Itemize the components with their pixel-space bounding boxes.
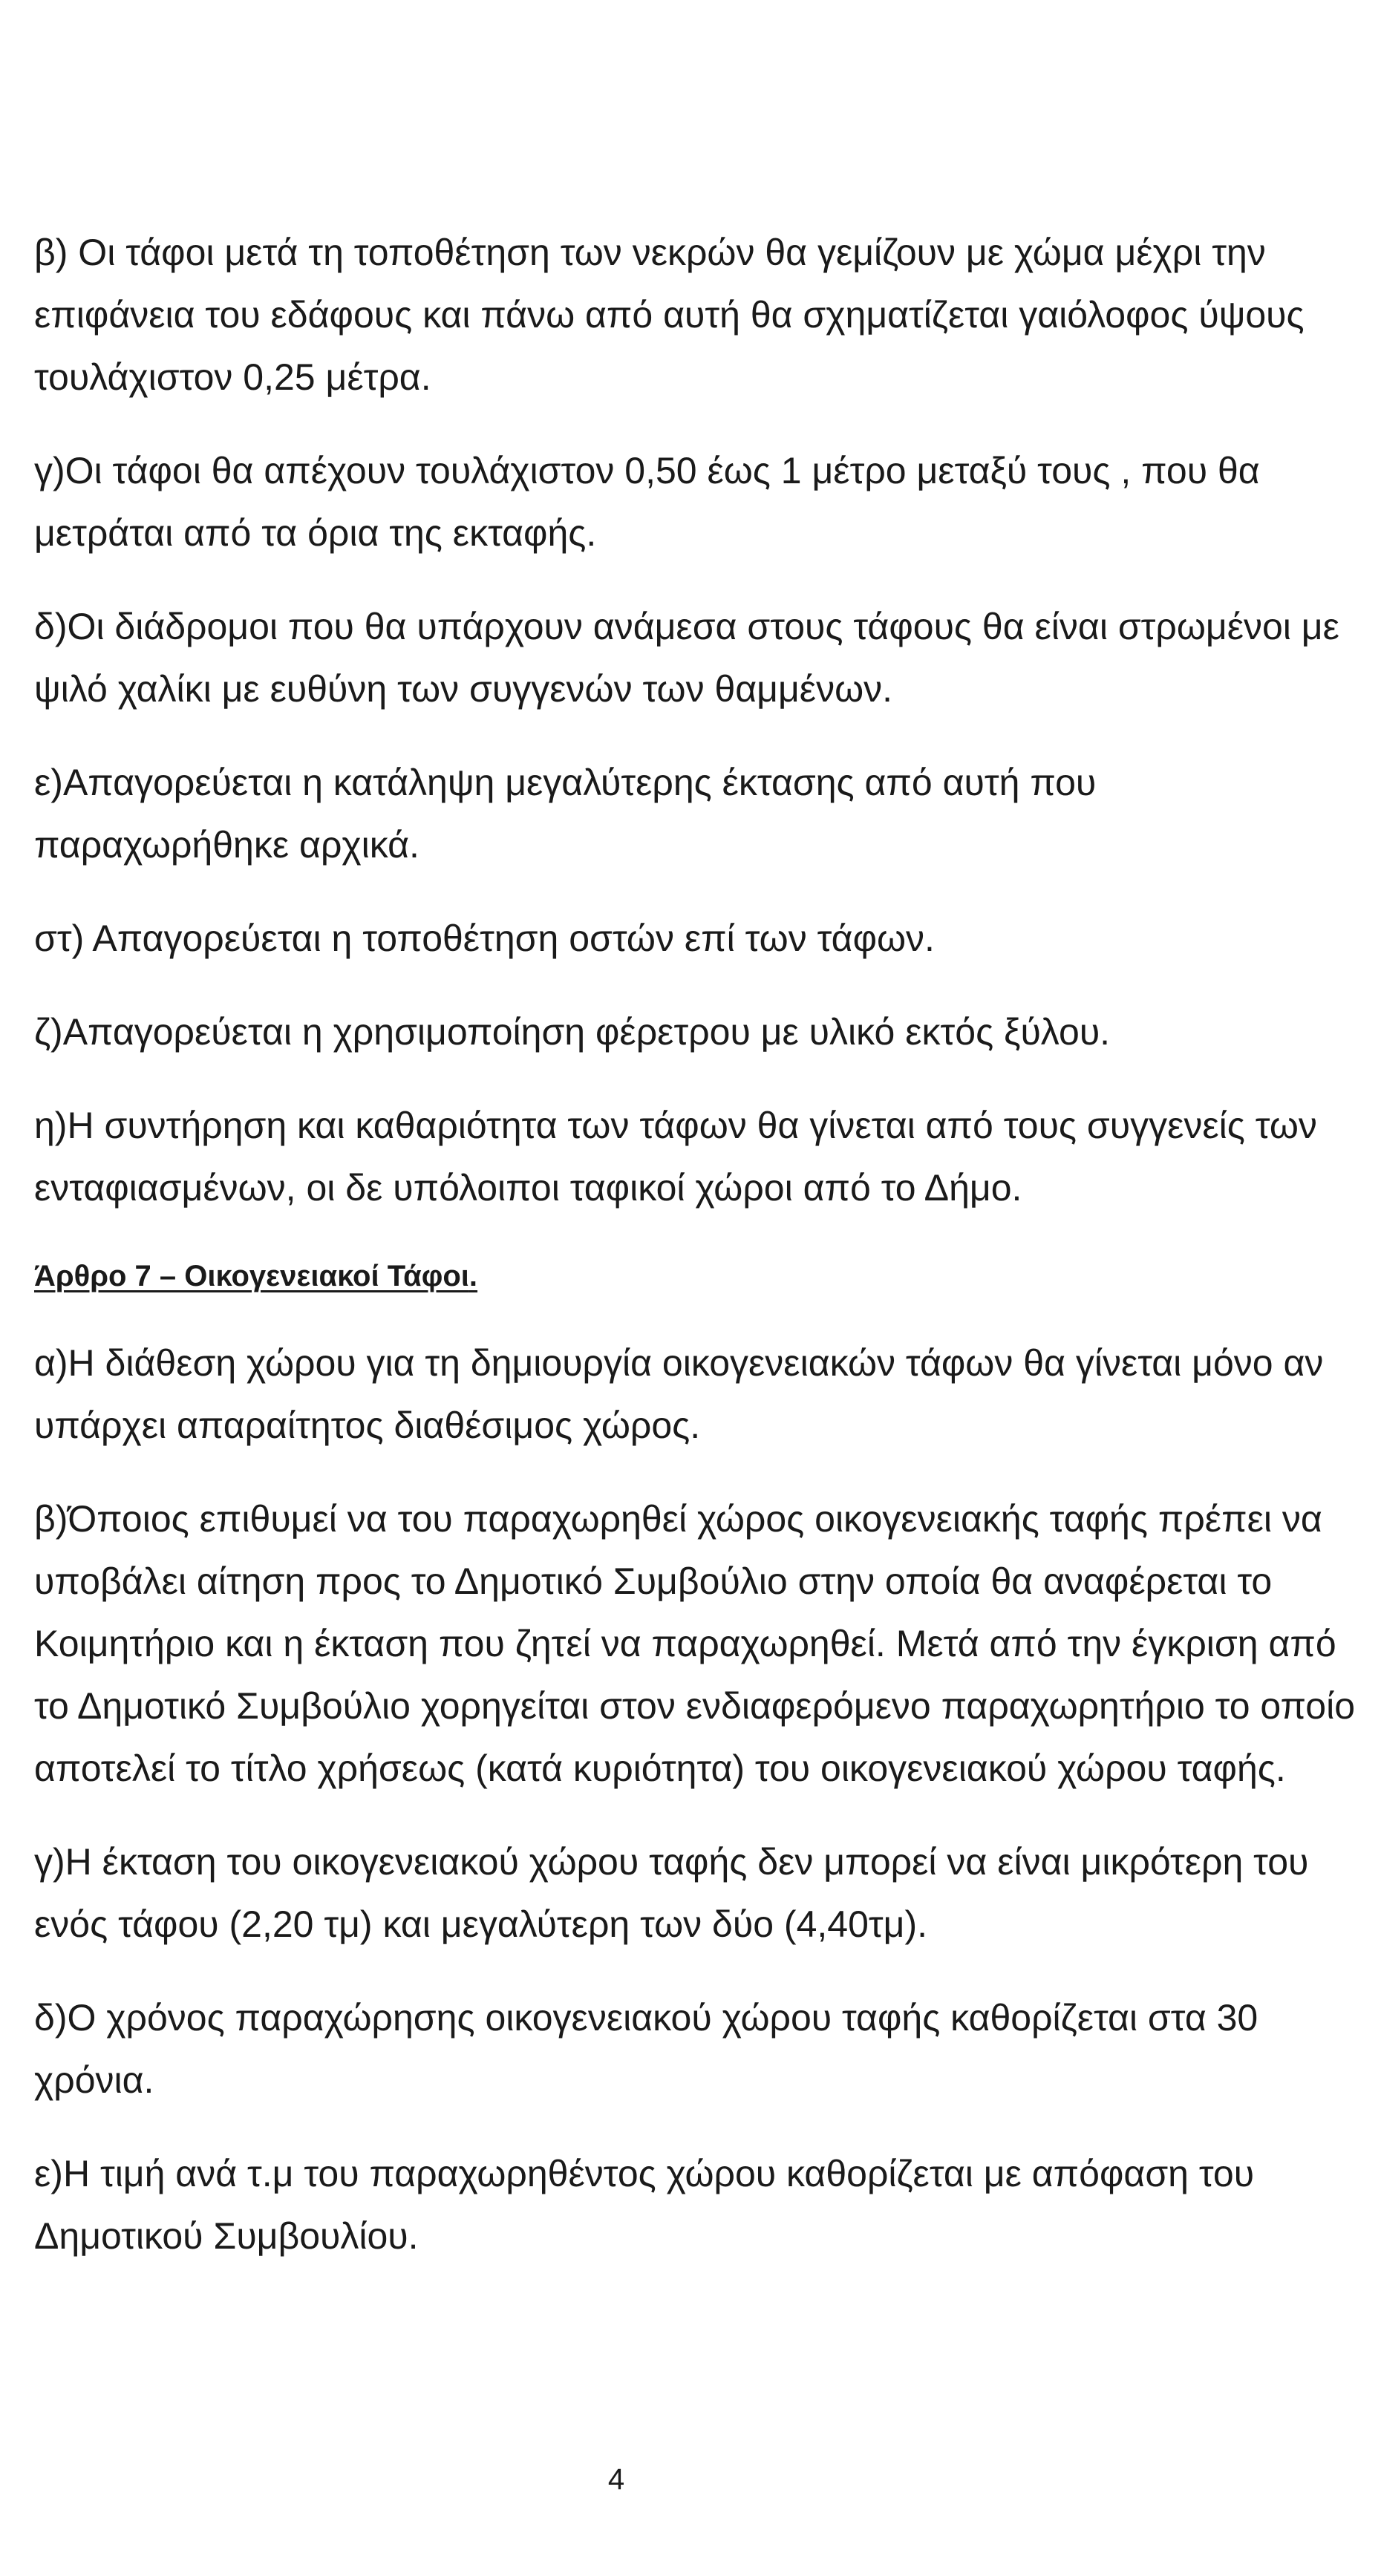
paragraph-b-application: β)Όποιος επιθυμεί να του παραχωρηθεί χώρος οικογενειακής ταφής πρέπει να υποβάλει αίτηση προς το Δημοτικό Συμβούλιο στην οποία θα αναφέρεται το Κοιμητήριο και η έκταση που ζητεί να παραχωρηθεί. Μετά από την έγκριση από το Δημοτικό Συμβούλιο χορηγείται στον ενδιαφερόμενο παραχωρητήριο το οποίο αποτελεί το τίτλο χρήσεως (κατά κυριότητα) του οικογενειακού χώρου ταφής. <box>34 1498 1356 1789</box>
paragraph-e-area-occupation: ε)Απαγορεύεται η κατάληψη μεγαλύτερης έκτασης από αυτή που παραχωρήθηκε αρχικά. <box>34 762 1097 866</box>
article-7-heading <box>34 1250 1356 1302</box>
article-7-heading-suffix: . <box>469 1260 478 1292</box>
paragraph-h-maintenance: η)Η συντήρηση και καθαριότητα των τάφων θα γίνεται από τους συγγενείς των ενταφιασμένων, οι δε υπόλοιποι ταφικοί χώροι από το Δήμο. <box>34 1105 1317 1209</box>
page-number: 4 <box>607 2463 625 2496</box>
paragraph-c-area-limits: γ)Η έκταση του οικογενειακού χώρου ταφής δεν μπορεί να είναι μικρότερη του ενός τάφου (2,20 τμ) και μεγαλύτερη των δύο (4,40τμ). <box>34 1841 1309 1945</box>
paragraph-c-graves-distance: γ)Οι τάφοι θα απέχουν τουλάχιστον 0,50 έως 1 μέτρο μεταξύ τους , που θα μετράται από τα όρια της εκταφής. <box>34 450 1260 554</box>
paragraph-e-price: ε)Η τιμή ανά τ.μ του παραχωρηθέντος χώρου καθορίζεται με απόφαση του Δημοτικού Συμβουλίου. <box>34 2153 1255 2257</box>
paragraph-b-graves-fill: β) Οι τάφοι μετά τη τοποθέτηση των νεκρών θα γεμίζουν με χώμα μέχρι την επιφάνεια του εδάφους και πάνω από αυτή θα σχηματίζεται γαιόλοφος ύψους τουλάχιστον 0,25 μέτρα. <box>34 232 1305 398</box>
paragraph-d-duration: δ)Ο χρόνος παραχώρησης οικογενειακού χώρου ταφής καθορίζεται στα 30 χρόνια. <box>34 1997 1258 2101</box>
paragraph-z-coffin-material: ζ)Απαγορεύεται η χρησιμοποίηση φέρετρου με υλικό εκτός ξύλου. <box>34 1011 1111 1053</box>
article-7-heading-text: Άρθρο 7 – Οικογενειακοί Τάφοι <box>34 1260 469 1292</box>
paragraph-d-corridors: δ)Οι διάδρομοι που θα υπάρχουν ανάμεσα στους τάφους θα είναι στρωμένοι με ψιλό χαλίκι με ευθύνη των συγγενών των θαμμένων. <box>34 606 1339 710</box>
paragraph-st-bones: στ) Απαγορεύεται η τοποθέτηση οστών επί των τάφων. <box>34 918 935 959</box>
paragraph-a-family-graves-space: α)Η διάθεση χώρου για τη δημιουργία οικογενειακών τάφων θα γίνεται μόνο αν υπάρχει απαραίτητος διαθέσιμος χώρος. <box>34 1342 1324 1446</box>
document-page <box>34 221 1356 2298</box>
